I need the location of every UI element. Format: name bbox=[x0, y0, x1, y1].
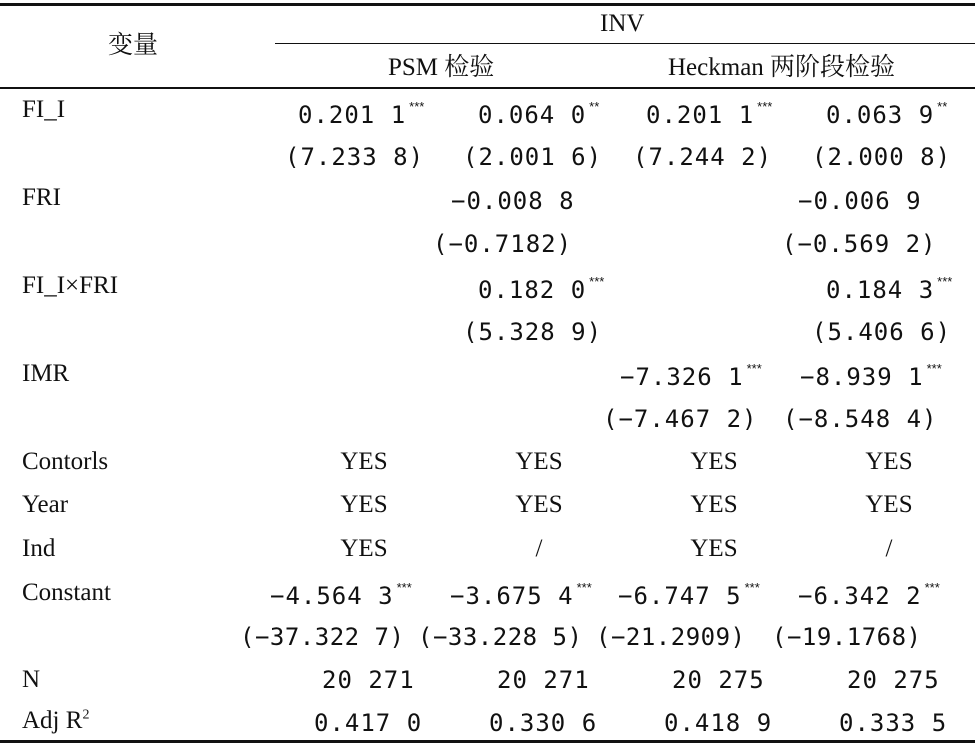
row-label-n: N bbox=[22, 666, 41, 693]
sig-stars: ** bbox=[589, 99, 600, 114]
top-rule bbox=[0, 3, 975, 6]
cell-fri-c2: −0.008 8 bbox=[451, 187, 575, 215]
sig-stars: *** bbox=[926, 361, 942, 376]
row-label-imr: IMR bbox=[22, 360, 70, 387]
sig-stars: *** bbox=[757, 99, 773, 114]
cell-fi-i-t3: (7.244 2) bbox=[633, 143, 773, 171]
cell-n-c1: 20 271 bbox=[322, 666, 415, 694]
header-psm: PSM 检验 bbox=[388, 54, 495, 81]
inv-underline bbox=[275, 43, 975, 44]
cell-imr-t3: (−7.467 2) bbox=[603, 405, 758, 433]
sig-stars: *** bbox=[924, 580, 940, 595]
cell-adj-r2-c1: 0.417 0 bbox=[314, 709, 423, 737]
row-label-year: Year bbox=[22, 491, 69, 518]
cell-fri-t4: (−0.569 2) bbox=[782, 230, 937, 258]
sig-stars: *** bbox=[409, 99, 425, 114]
header-inv: INV bbox=[600, 10, 645, 37]
bottom-rule bbox=[0, 740, 975, 743]
cell-controls-c3: YES bbox=[690, 448, 738, 475]
row-label-adj-r2: Adj $R^2$ bbox=[22, 707, 90, 734]
cell-n-c2: 20 271 bbox=[497, 666, 590, 694]
cell-constant-t1: (−37.322 7) bbox=[240, 623, 405, 651]
cell-controls-c2: YES bbox=[515, 448, 563, 475]
cell-constant-t3: (−21.2909) bbox=[596, 623, 746, 651]
cell-constant-c4: −6.342 2 *** bbox=[798, 580, 940, 610]
cell-year-c4: YES bbox=[865, 491, 913, 518]
cell-constant-t2: (−33.228 5) bbox=[418, 623, 583, 651]
cell-fi-i-c1: 0.201 1 *** bbox=[298, 99, 425, 129]
cell-ind-c2: / bbox=[535, 535, 543, 562]
cell-constant-c2: −3.675 4 *** bbox=[450, 580, 592, 610]
cell-fri-c4: −0.006 9 bbox=[798, 187, 922, 215]
cell-fi-i-c3: 0.201 1 *** bbox=[646, 99, 773, 129]
cell-controls-c4: YES bbox=[865, 448, 913, 475]
sig-stars: *** bbox=[576, 580, 592, 595]
header-heckman: Heckman 两阶段检验 bbox=[668, 54, 896, 81]
cell-year-c1: YES bbox=[340, 491, 388, 518]
cell-fi-i-t1: (7.233 8) bbox=[285, 143, 425, 171]
cell-imr-t4: (−8.548 4) bbox=[783, 405, 938, 433]
row-label-fi-i: FI_I bbox=[22, 96, 66, 123]
cell-fri-t2: (−0.7182) bbox=[433, 230, 573, 258]
row-label-fi-i-fri: FI_I×FRI bbox=[22, 272, 119, 299]
cell-imr-c3: −7.326 1 *** bbox=[620, 361, 762, 391]
cell-constant-c3: −6.747 5 *** bbox=[618, 580, 760, 610]
row-label-controls: Contorls bbox=[22, 448, 109, 475]
cell-imr-c4: −8.939 1 *** bbox=[800, 361, 942, 391]
cell-ind-c4: / bbox=[885, 535, 893, 562]
cell-adj-r2-c3: 0.418 9 bbox=[664, 709, 773, 737]
row-label-constant: Constant bbox=[22, 579, 111, 606]
cell-n-c4: 20 275 bbox=[847, 666, 940, 694]
cell-fi-i-t2: (2.001 6) bbox=[463, 143, 603, 171]
cell-fi-i-fri-c2: 0.182 0 *** bbox=[478, 274, 605, 304]
cell-fi-i-c2: 0.064 0 ** bbox=[478, 99, 600, 129]
cell-controls-c1: YES bbox=[340, 448, 388, 475]
cell-fi-i-c4: 0.063 9 ** bbox=[826, 99, 948, 129]
sig-stars: *** bbox=[937, 274, 953, 289]
cell-adj-r2-c2: 0.330 6 bbox=[489, 709, 598, 737]
header-rule bbox=[0, 87, 975, 89]
cell-year-c3: YES bbox=[690, 491, 738, 518]
sig-stars: ** bbox=[937, 99, 948, 114]
sig-stars: *** bbox=[744, 580, 760, 595]
cell-ind-c3: YES bbox=[690, 535, 738, 562]
cell-ind-c1: YES bbox=[340, 535, 388, 562]
cell-fi-i-fri-t4: (5.406 6) bbox=[812, 318, 952, 346]
sig-stars: *** bbox=[589, 274, 605, 289]
row-label-ind: Ind bbox=[22, 535, 56, 562]
sig-stars: *** bbox=[396, 580, 412, 595]
cell-n-c3: 20 275 bbox=[672, 666, 765, 694]
cell-adj-r2-c4: 0.333 5 bbox=[839, 709, 948, 737]
cell-constant-c1: −4.564 3 *** bbox=[270, 580, 412, 610]
sig-stars: *** bbox=[746, 361, 762, 376]
row-label-fri: FRI bbox=[22, 184, 61, 211]
cell-fi-i-fri-c4: 0.184 3 *** bbox=[826, 274, 953, 304]
cell-constant-t4: (−19.1768) bbox=[772, 623, 922, 651]
cell-year-c2: YES bbox=[515, 491, 563, 518]
cell-fi-i-fri-t2: (5.328 9) bbox=[463, 318, 603, 346]
header-variable: 变量 bbox=[108, 32, 159, 59]
cell-fi-i-t4: (2.000 8) bbox=[812, 143, 952, 171]
